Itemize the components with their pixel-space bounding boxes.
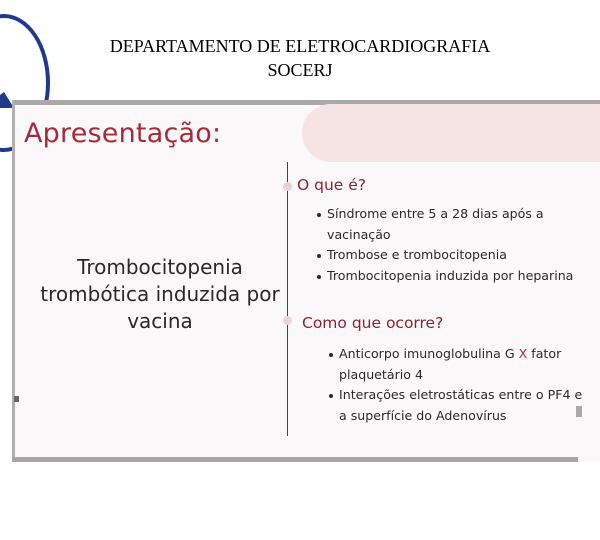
- header-line-department: DEPARTAMENTO DE ELETROCARDIOGRAFIA: [109, 36, 491, 56]
- title-accent-shape: [302, 104, 600, 162]
- slide-title: Apresentação:: [24, 118, 222, 149]
- list-item: Síndrome entre 5 a 28 dias após a vacinação: [327, 204, 579, 245]
- timeline-dot: [283, 316, 292, 325]
- bullet-list-what-is: [314, 204, 579, 286]
- bullet-text: fator plaquetário 4: [339, 346, 562, 382]
- section-title-what-is: O que é?: [297, 176, 367, 194]
- list-item: Interações eletrostáticas entre o PF4 e a superfície do Adenovírus: [339, 385, 583, 426]
- scrollbar-handle[interactable]: [576, 406, 582, 417]
- x-symbol: X: [518, 346, 528, 361]
- slide-bottom-border: [12, 457, 578, 462]
- section-title-how-it-occurs: Como que ocorre?: [302, 314, 444, 332]
- vertical-divider: [287, 162, 288, 436]
- slide-left-border: [12, 100, 15, 462]
- document-header: [0, 34, 600, 82]
- side-marker: [14, 396, 19, 402]
- timeline-dot: [283, 182, 292, 191]
- list-item: [339, 344, 583, 385]
- bullet-text: Anticorpo imunoglobulina G: [339, 346, 519, 361]
- list-item: Trombocitopenia induzida por heparina: [327, 266, 579, 287]
- slide-main-topic: Trombocitopenia trombótica induzida por vacina: [40, 255, 280, 333]
- list-item: Trombose e trombocitopenia: [327, 245, 579, 266]
- header-line-society: SOCERJ: [267, 60, 333, 80]
- presentation-slide: [12, 100, 600, 462]
- bullet-list-how-it-occurs: [326, 344, 583, 426]
